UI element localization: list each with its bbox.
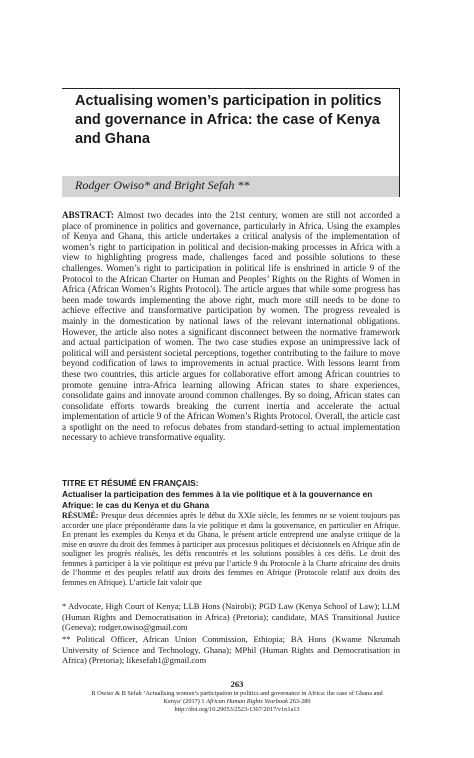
citation-line-2-suffix: 263-289 bbox=[287, 698, 311, 705]
article-title: Actualising women’s participation in politics and governance in Africa: the case of Kenya and Ghana bbox=[75, 93, 382, 147]
abstract-text: Almost two decades into the 21st century, women are still not accorded a place of prominence in politics and governance, particularly in Africa. Using the examples of Kenya and Ghana, this article undertakes a critical analysis of the implementation of women’s right to participation in political and decision-making processes in Africa with a view to highlighting progress made, challenges faced and possible solutions to these challenges. Women’s right to participation in political life is enshrined in article 9 of the Protocol to the African Charter on Human and Peoples’ Rights on the Rights of Women in Africa (African Women’s Rights Protocol). The article argues that while some progress has been made towards implementing the above right, much more still needs to be done to achieve effective and transformative participation by women. The progress revealed is mainly in the domestication by national laws of the relevant international obligations. However, the article also notes a significant disconnect between the normative framework and actual participation of women. The two case studies expose an unimpressive lack of political will and persistent societal perceptions, together contributing to the failure to move beyond codification of laws to improvements in actual practice. With lessons learnt from these two countries, this article argues for collaborative effort among African countries to promote genuine intra-Africa learning allowing African states to share experiences, consolidate gains and innovate around common challenges. By so doing, African states can consolidate efforts towards breaking the current inertia and accelerate the actual implementation of article 9 of the African Women’s Rights Protocol. Overall, the article cast a spotlight on the need to refocus debates from standard-setting to actual implementation necessary to achieve transformative equality. bbox=[62, 210, 400, 443]
citation bbox=[52, 690, 422, 714]
footnote: ** Political Officer, African Union Commission, Ethiopia; BA Hons (Kwame Nkrumah University of Science and Technology, Ghana); MPhil (Human Rights and Democratisation in Africa) (Pretoria); likesefah1@gmail.com bbox=[62, 634, 400, 665]
citation-journal: African Human Rights Yearbook bbox=[206, 698, 288, 705]
author-names: Rodger Owiso* and Bright Sefah ** bbox=[75, 178, 250, 192]
citation-doi-link[interactable]: http://doi.org/10.29053/2523-1367/2017/v1n1a13 bbox=[174, 706, 300, 713]
page-number: 263 bbox=[230, 679, 244, 689]
abstract-label: ABSTRACT: bbox=[62, 210, 114, 220]
resume-label: RÉSUMÉ: bbox=[62, 511, 99, 520]
citation-line-1: R Owiso & B Sefah ‘Actualising women’s participation in politics and governance in Africa: the case of Ghana and bbox=[91, 690, 383, 697]
footnote: * Advocate, High Court of Kenya; LLB Hons (Nairobi); PGD Law (Kenya School of Law); LLM (Human Rights and Democratisation in Africa) (Pretoria); candidate, MAS Transitional Justice (Geneva); rodger.owiso@gmail.com bbox=[62, 601, 400, 632]
french-heading: TITRE ET RÉSUMÉ EN FRANÇAIS: bbox=[62, 478, 199, 488]
french-title: Actualiser la participation des femmes à la vie politique et à la gouvernance en Afrique: le cas du Kenya et du Ghana bbox=[62, 489, 373, 510]
resume-text: Presque deux décennies après le début du XXIe siècle, les femmes ne se voient toujours pas accorder une place prépondérante dans la vie politique et dans la gouvernance, en particulier en Afrique. En prenant les exemples du Kenya et du Ghana, le présent article entreprend une analyse critique de la mise en œuvre du droit des femmes à participer aux processus politiques et décisionnels en Afrique afin de souligner les progrès réalisés, les défis rencontrés et les solutions possibles à ces défis. Le droit des femmes à participer à la vie politique est prévu par l’article 9 du Protocole à la Charte africaine des droits de l’homme et des peuples relatif aux droits des femmes en Afrique (Protocole relatif aux droits des femmes en Afrique). L’article fait valoir que bbox=[62, 511, 400, 587]
resume bbox=[62, 511, 400, 587]
citation-line-2-prefix: Kenya’ (2017) 1 bbox=[163, 698, 207, 705]
abstract bbox=[62, 210, 400, 443]
